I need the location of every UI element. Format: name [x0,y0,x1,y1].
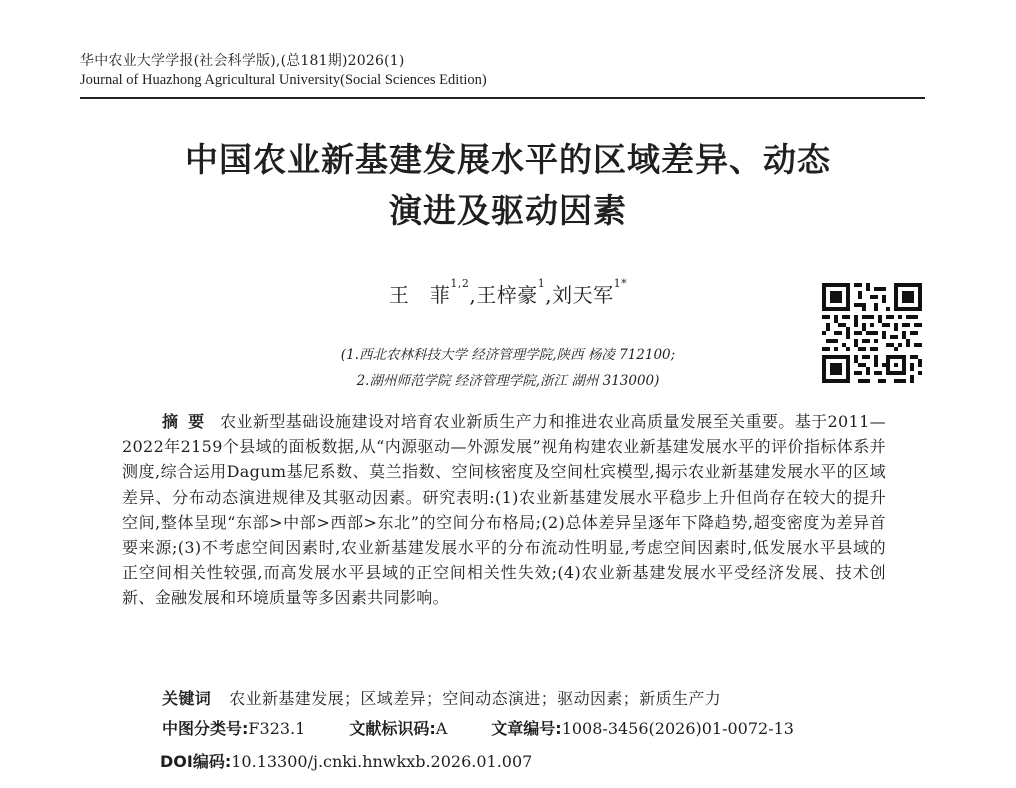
abstract-text: 农业新型基础设施建设对培育农业新质生产力和推进农业高质量发展至关重要。基于2011—2022年2159个县域的面板数据,从“内源驱动—外源发展”视角构建农业新基建发展水平的评价指标体系并测度,综合运用Dagum基尼系数、莫兰指数、空间核密度及空间杜宾模型,揭示农业新基建发展水平的区域差异、分布动态演进规律及其驱动因素。研究表明:(1)农业新基建发展水平稳步上升但尚存在较大的提升空间,整体呈现“东部>中部>西部>东北”的空间分布格局;(2)总体差异呈逐年下降趋势,超变密度为差异首要来源;(3)不考虑空间因素时,农业新基建发展水平的分布流动性明显,考虑空间因素时,低发展水平县域的正空间相关性较强,而高发展水平县域的正空间相关性失效;(4)农业新基建发展水平受经济发展、技术创新、金融发展和环境质量等多因素共同影响。 [122,412,886,608]
author-separator: , [469,283,477,307]
affiliation-line-2: 2.湖州师范学院 经济管理学院,浙江 湖州 313000) [356,373,660,389]
abstract-label: 摘要 [162,412,215,431]
affiliation-line-1: (1.西北农林科技大学 经济管理学院,陕西 杨凌 712100; [340,347,676,363]
keywords-label: 关键词 [162,689,212,708]
header-rule [80,97,925,99]
doi-label: DOI编码: [160,752,232,771]
article-title-line-1: 中国农业新基建发展水平的区域差异、动态 [185,140,831,179]
article-title-line-2: 演进及驱动因素 [389,191,627,230]
author-separator: , [545,283,553,307]
qr-code-icon[interactable] [822,283,922,383]
keywords-list: 农业新基建发展；区域差异；空间动态演进；驱动因素；新质生产力 [229,689,722,708]
doc-code-value: A [435,719,448,738]
author-affiliation-mark: 1,2 [450,277,470,290]
author-affiliation-mark: 1* [613,277,628,290]
doi-line [160,749,532,772]
journal-name-cn: 华中农业大学学报(社会科学版),(总181期)2026(1) [80,53,405,69]
author-name: 王 菲 [388,283,451,307]
author-affiliation-mark: 1 [537,277,546,290]
doc-code-label: 文献标识码: [349,719,436,738]
classification-line [162,716,794,739]
article-number-label: 文章编号: [491,719,562,738]
clc-value: F323.1 [248,719,306,738]
author-name: 刘天军 [552,283,614,307]
journal-name-en: Journal of Huazhong Agricultural University(Social Sciences Edition) [80,72,487,88]
abstract [122,409,886,611]
author-name: 王梓豪 [476,283,538,307]
clc-label: 中图分类号: [162,719,249,738]
keywords-line [162,686,721,709]
doi-value[interactable]: 10.13300/j.cnki.hnwkxb.2026.01.007 [231,752,533,771]
article-number-value: 1008-3456(2026)01-0072-13 [561,719,794,738]
